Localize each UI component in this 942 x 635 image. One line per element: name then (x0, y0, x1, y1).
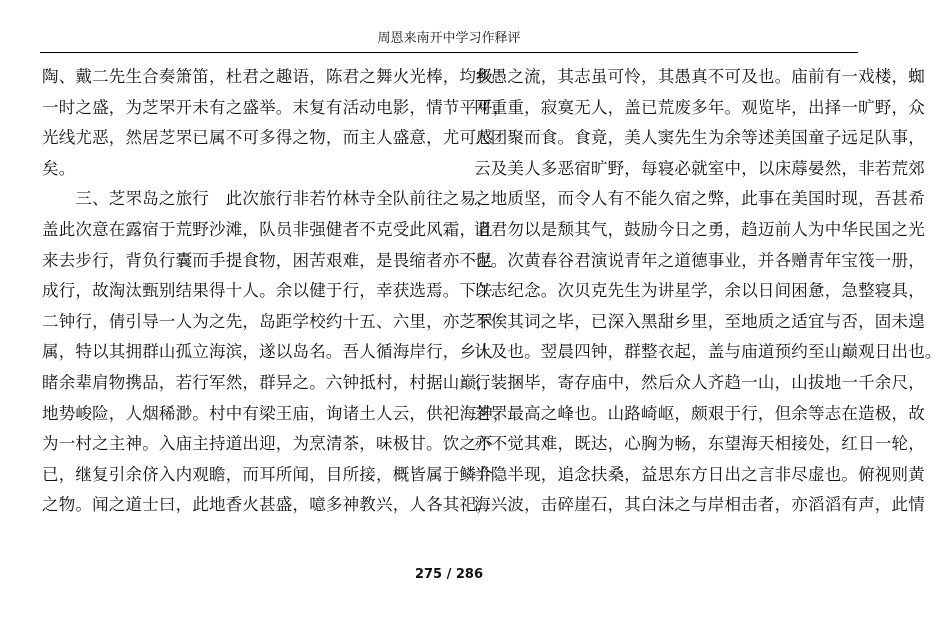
text-line: 乡愚之流，其志虽可怜，其愚真不可及也。庙前有一戏楼，蜘 (474, 67, 925, 86)
left-column (42, 62, 510, 521)
text-line: 也。次黄春谷君演说青年之道德事业，并各赠青年宝筏一册， (474, 250, 925, 270)
text-line: 不俟其词之毕，已深入黑甜乡里，至地质之适宜与否，固未遑 (474, 311, 925, 331)
text-line: 一时之盛，为芝罘开未有之盛举。末复有活动电影，情节平平， (42, 97, 510, 117)
running-header: 周恩来南开中学习作释评 (377, 31, 521, 46)
text-line: 云及美人多恶宿旷野，每寝必就室中，以床蓐晏然，非若荒郊 (474, 158, 925, 178)
text-line: 盖此次意在露宿于荒野沙滩，队员非强健者不克受此风霜，且 (42, 219, 493, 239)
text-line: 计及也。翌晨四钟，群整衣起，盖与庙道预约至山巅观日出也。 (474, 342, 942, 362)
text-line: 人团聚而食。食竟，美人窦先生为余等述美国童子远足队事， (474, 128, 925, 148)
text-line: 诸君勿以是颓其气，鼓励今日之勇，趋迈前人为中华民国之光 (474, 219, 925, 239)
text-line: 半隐半现，追念扶桑，益思东方日出之言非尽虚也。俯视则黄 (474, 464, 925, 484)
text-line: 之地质坚，而令人有不能久宿之弊，此事在美国时现，吾甚希 (474, 189, 925, 209)
text-line: 为一村之主神。入庙主持道出迎，为烹清茶，味极甘。饮之不 (42, 434, 493, 454)
page-number: 275 / 286 (414, 567, 484, 582)
text-line: 属，特以其拥群山孤立海滨，遂以岛名。吾人循海岸行，乡人 (42, 342, 493, 362)
text-line: 睹余辈肩物携品，若行军然，群异之。六钟抵村，村据山巅， (42, 372, 493, 392)
text-line: 已，继复引余侪入内观瞻，而耳所闻，目所接，概皆属于鳞介 (42, 464, 493, 484)
text-line: 成行，故淘汰甄别结果得十人。余以健于行，幸获选焉。下午 (42, 281, 493, 301)
text-line: 芝罘最高之峰也。山路崎岖，颇艰于行，但余等志在造极，故 (474, 403, 925, 423)
right-column (474, 62, 942, 521)
text-line: 矣。 (42, 158, 76, 178)
text-line: 二钟行，倩引导一人为之先，岛距学校约十五、六里，亦芝罘 (42, 311, 493, 331)
text-line: 三、芝罘岛之旅行 此次旅行非若竹林寺全队前往之易， (42, 189, 493, 209)
text-line: 来去步行，背负行囊而手提食物，困苦艰难，是畏缩者亦不足 (42, 250, 493, 270)
text-line: 陶、戴二先生合奏箫笛，杜君之趣语，陈君之舞火光棒，均极 (42, 67, 493, 86)
text-line: 亦不觉其难，既达，心胸为畅，东望海天相接处，红日一轮， (474, 434, 925, 454)
text-line: 网重重，寂寞无人，盖已荒废多年。观览毕，出择一旷野，众 (474, 97, 925, 117)
text-line: 地势峻险，人烟稀渺。村中有梁王庙，询诸土人云，供祀海神， (42, 403, 510, 423)
header-rule (40, 52, 858, 53)
text-line: 海兴波，击碎崖石，其白沫之与岸相击者，亦滔滔有声，此情 (474, 495, 925, 515)
text-line: 光线尤恶，然居芝罘已属不可多得之物，而主人盛意，尤可感 (42, 128, 493, 148)
text-line: 之物。闻之道士曰，此地香火甚盛，噫多神教兴，人各其祀， (42, 495, 493, 515)
text-line: 以志纪念。次贝克先生为讲星学，余以日间困惫，急整寝具， (474, 281, 925, 301)
text-line: 行装捆毕，寄存庙中，然后众人齐趋一山，山拔地一千余尺， (474, 372, 925, 392)
